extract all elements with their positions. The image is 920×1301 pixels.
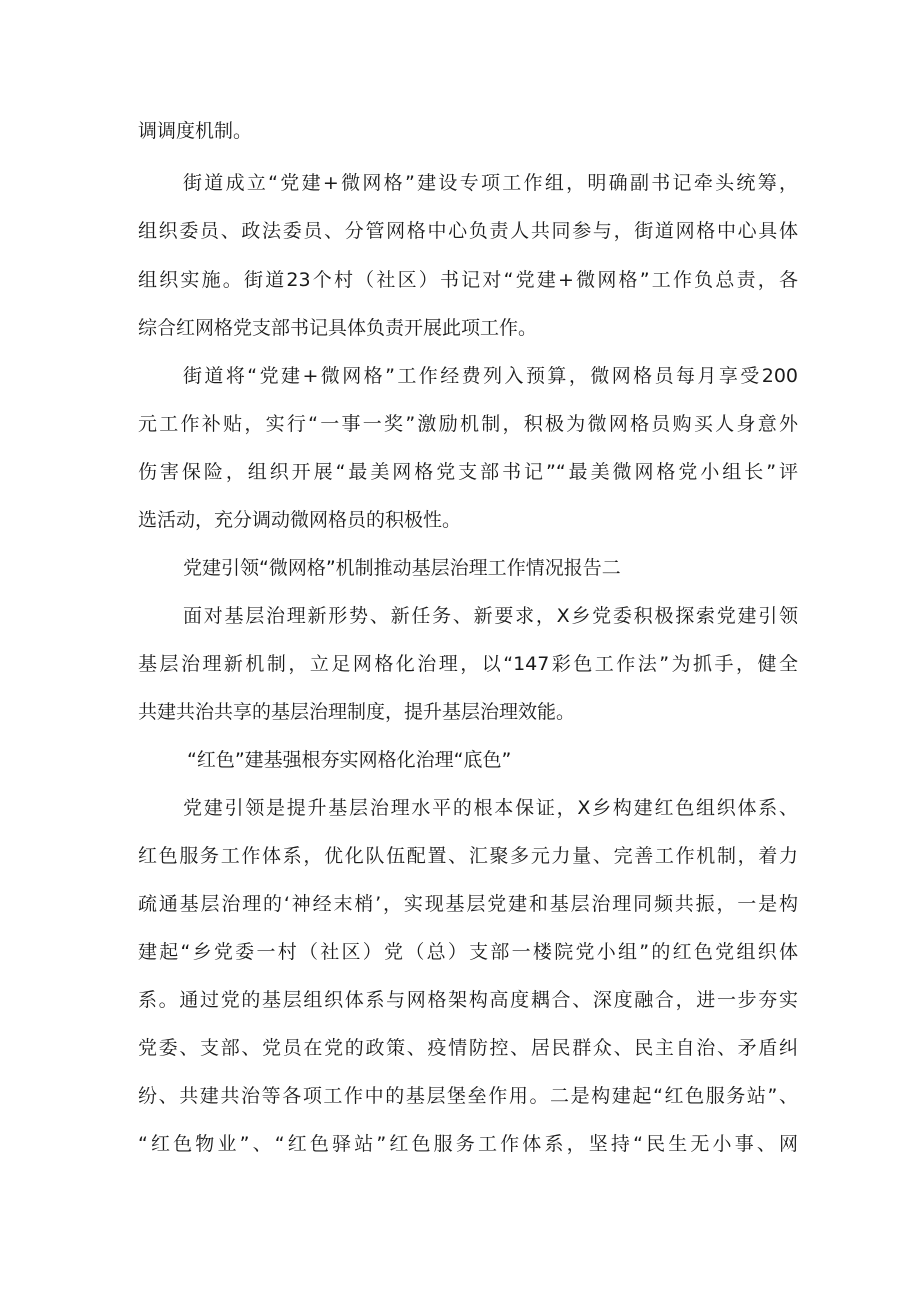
paragraph-first-line: 面对基层治理新形势、新任务、新要求，X乡党委积极探索党建引领 bbox=[183, 605, 798, 627]
paragraph-first-line: 街道成立“党建+微网格”建设专项工作组，明确副书记牵头统筹， bbox=[183, 172, 798, 194]
text-line: 纷、共建共治等各项工作中的基层堡垒作用。二是构建起“红色服务站”、 bbox=[138, 1085, 798, 1107]
text-line: “红色物业”、“红色驿站”红色服务工作体系，坚持“民生无小事、网 bbox=[138, 1133, 798, 1155]
text-line: 组织实施。街道23个村（社区）书记对“党建+微网格”工作负总责，各 bbox=[138, 269, 798, 291]
subsection-title: “红色”建基强根夯实网格化治理“底色” bbox=[187, 749, 512, 771]
paragraph-first-line: 党建引领是提升基层治理水平的根本保证，X乡构建红色组织体系、 bbox=[183, 797, 798, 819]
text-line: 组织委员、政法委员、分管网格中心负责人共同参与，街道网格中心具体 bbox=[138, 220, 798, 242]
text-line: 综合红网格党支部书记具体负责开展此项工作。 bbox=[138, 317, 538, 339]
text-line: 选活动，充分调动微网格员的积极性。 bbox=[138, 509, 462, 531]
text-line: 党委、支部、党员在党的政策、疫情防控、居民群众、民主自治、矛盾纠 bbox=[138, 1037, 798, 1059]
text-line: 系。通过党的基层组织体系与网格架构高度耦合、深度融合，进一步夯实 bbox=[138, 989, 798, 1011]
text-line: 疏通基层治理的‘神经末梢’，实现基层党建和基层治理同频共振，一是构 bbox=[138, 893, 798, 915]
text-line: 建起“乡党委一村（社区）党（总）支部一楼院党小组”的红色党组织体 bbox=[138, 941, 798, 963]
text-line: 红色服务工作体系，优化队伍配置、汇聚多元力量、完善工作机制，着力 bbox=[138, 845, 798, 867]
text-line: 调调度机制。 bbox=[138, 120, 253, 142]
text-line: 共建共治共享的基层治理制度，提升基层治理效能。 bbox=[138, 701, 576, 723]
paragraph-first-line: 街道将“党建+微网格”工作经费列入预算，微网格员每月享受200 bbox=[183, 365, 798, 387]
text-line: 元工作补贴，实行“一事一奖”激励机制，积极为微网格员购买人身意外 bbox=[138, 413, 798, 435]
text-line: 伤害保险，组织开展“最美网格党支部书记”“最美微网格党小组长”评 bbox=[138, 461, 798, 483]
section-title: 党建引领“微网格”机制推动基层治理工作情况报告二 bbox=[183, 557, 621, 579]
text-line: 基层治理新机制，立足网格化治理，以“147彩色工作法”为抓手，健全 bbox=[138, 653, 798, 675]
